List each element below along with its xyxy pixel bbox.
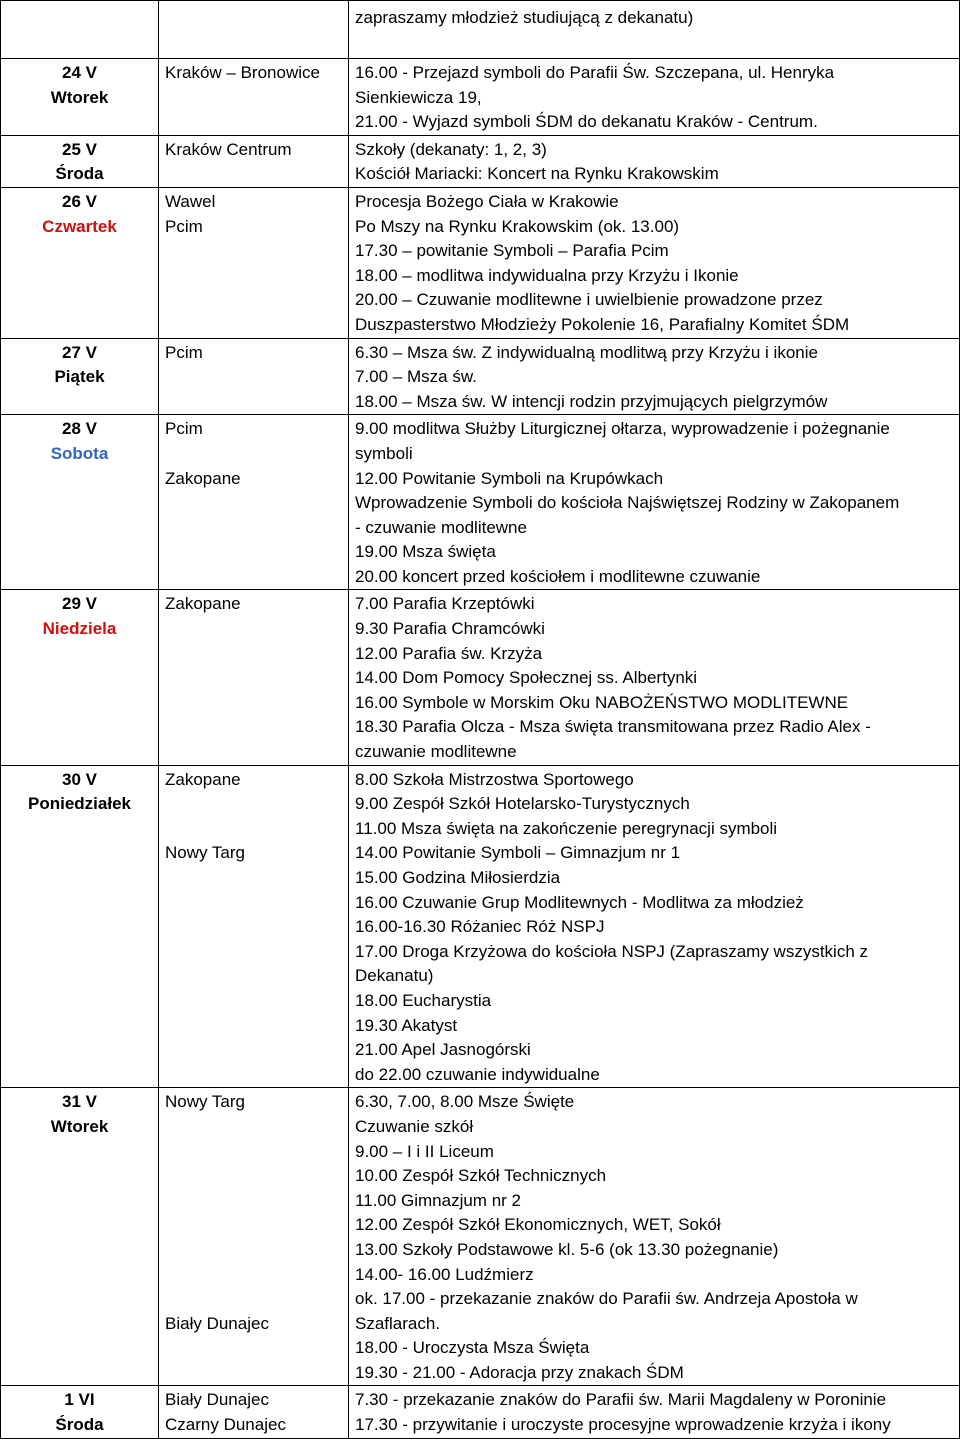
weekday-label: Środa — [55, 164, 104, 184]
place-name: Zakopane — [165, 594, 241, 614]
place-name: Zakopane — [165, 769, 241, 789]
event-line: 21.00 Apel Jasnogórski — [355, 1040, 531, 1060]
place-cell — [159, 135, 349, 187]
event-line: Procesja Bożego Ciała w Krakowie — [355, 191, 619, 211]
event-line: Wprowadzenie Symboli do kościoła Najświętszej Rodziny w Zakopanem — [355, 493, 900, 513]
event-line: 9.30 Parafia Chramcówki — [355, 619, 545, 639]
empty-place-cell — [159, 1, 349, 59]
date-cell — [1, 59, 159, 136]
place-cell — [159, 415, 349, 590]
event-line: 16.00 Symbole w Morskim Oku NABOŻEŃSTWO MODLITEWNE — [355, 692, 849, 712]
place-spacer — [165, 1238, 348, 1263]
event-line: 19.30 - 21.00 - Adoracja przy znakach ŚDM — [355, 1362, 684, 1382]
place-cell — [159, 338, 349, 415]
event-line: 19.30 Akatyst — [355, 1015, 458, 1035]
place-name: Nowy Targ — [165, 1092, 245, 1112]
event-line: 16.00 - Przejazd symboli do Parafii Św. Szczepana, ul. Henryka — [355, 63, 835, 82]
place-name: Biały Dunajec — [165, 1390, 269, 1410]
date-cell — [1, 590, 159, 765]
event-line: Po Mszy na Rynku Krakowskim (ok. 13.00) — [355, 216, 680, 236]
place-spacer — [165, 442, 348, 467]
date-cell — [1, 1386, 159, 1438]
event-line: 17.30 – powitanie Symboli – Parafia Pcim — [355, 241, 669, 261]
place-name: Pcim — [165, 216, 203, 236]
schedule-row — [1, 1088, 960, 1386]
event-line: 20.00 koncert przed kościołem i modlitewne czuwanie — [355, 566, 761, 586]
date-label: 29 V — [62, 594, 97, 614]
events-cell — [349, 765, 960, 1088]
event-line: 15.00 Godzina Miłosierdzia — [355, 868, 561, 887]
schedule-row — [1, 765, 960, 1088]
events-cell — [349, 415, 960, 590]
event-line: 17.30 - przywitanie i uroczyste procesyjne wprowadzenie krzyża i ikony — [355, 1415, 891, 1435]
place-name: Kraków Centrum — [165, 139, 292, 159]
date-label: 25 V — [62, 139, 97, 159]
schedule-row — [1, 59, 960, 136]
schedule-row — [1, 415, 960, 590]
events-cell — [349, 338, 960, 415]
top-note-text: zapraszamy młodzież studiującą z dekanatu) — [355, 8, 694, 27]
event-line: 21.00 - Wyjazd symboli ŚDM do dekanatu Kraków - Centrum. — [355, 112, 818, 132]
weekday-label: Czwartek — [42, 216, 117, 236]
event-line: ok. 17.00 - przekazanie znaków do Parafii św. Andrzeja Apostoła w — [355, 1289, 858, 1309]
schedule-row — [1, 338, 960, 415]
event-line: Szaflarach. — [355, 1313, 441, 1333]
event-line: 18.30 Parafia Olcza - Msza święta transmitowana przez Radio Alex - — [355, 717, 871, 737]
place-spacer — [165, 1189, 348, 1214]
weekday-label: Niedziela — [42, 619, 117, 639]
event-line: 11.00 Msza święta na zakończenie peregrynacji symboli — [355, 818, 778, 838]
event-line: 14.00- 16.00 Ludźmierz — [355, 1264, 534, 1284]
event-line: 11.00 Gimnazjum nr 2 — [355, 1190, 521, 1210]
weekday-label: Wtorek — [50, 1116, 109, 1136]
event-line: 19.00 Msza święta — [355, 542, 496, 562]
place-spacer — [165, 1115, 348, 1140]
event-line: 10.00 Zespół Szkół Technicznych — [355, 1166, 607, 1186]
event-line: 12.00 Zespół Szkół Ekonomicznych, WET, Sokół — [355, 1215, 721, 1235]
date-label: 1 VI — [64, 1390, 95, 1410]
event-line: Szkoły (dekanaty: 1, 2, 3) — [355, 139, 547, 159]
date-cell — [1, 187, 159, 338]
event-line: 9.00 modlitwa Służby Liturgicznej ołtarza, wyprowadzenie i pożegnanie — [355, 419, 890, 439]
event-line: 16.00 Czuwanie Grup Modlitewnych - Modlitwa za młodzież — [355, 892, 804, 912]
events-cell — [349, 1088, 960, 1386]
event-line: 9.00 Zespół Szkół Hotelarsko-Turystycznych — [355, 794, 690, 814]
event-line: do 22.00 czuwanie indywidualne — [355, 1064, 600, 1084]
date-label: 27 V — [62, 342, 97, 362]
event-line: 16.00-16.30 Różaniec Róż NSPJ — [355, 917, 605, 937]
schedule-row — [1, 590, 960, 765]
event-line: Kościół Mariacki: Koncert na Rynku Krakowskim — [355, 164, 719, 184]
date-label: 26 V — [62, 191, 97, 211]
place-name: Pcim — [165, 342, 203, 362]
event-line: Czuwanie szkół — [355, 1116, 474, 1136]
place-name: Zakopane — [165, 468, 241, 488]
place-cell — [159, 187, 349, 338]
event-line: czuwanie modlitewne — [355, 742, 517, 762]
date-cell — [1, 338, 159, 415]
place-cell — [159, 1386, 349, 1438]
top-note-cell — [349, 1, 960, 59]
weekday-label: Wtorek — [50, 87, 109, 107]
event-line: Duszpasterstwo Młodzieży Pokolenie 16, Parafialny Komitet ŚDM — [355, 314, 850, 334]
event-line: 14.00 Dom Pomocy Społecznej ss. Albertynki — [355, 668, 698, 688]
event-line: 6.30, 7.00, 8.00 Msze Święte — [355, 1092, 575, 1112]
empty-date-cell — [1, 1, 159, 59]
weekday-label: Piątek — [54, 367, 105, 387]
date-cell — [1, 1088, 159, 1386]
date-cell — [1, 765, 159, 1088]
event-line: 14.00 Powitanie Symboli – Gimnazjum nr 1 — [355, 843, 681, 863]
event-line: symboli — [355, 443, 413, 463]
event-line: 13.00 Szkoły Podstawowe kl. 5-6 (ok 13.30 pożegnanie) — [355, 1239, 779, 1259]
weekday-label: Środa — [55, 1415, 104, 1435]
place-spacer — [165, 1213, 348, 1238]
event-line: 7.00 – Msza św. — [355, 367, 477, 387]
events-cell — [349, 1386, 960, 1438]
event-line: 17.00 Droga Krzyżowa do kościoła NSPJ (Zapraszamy wszystkich z — [355, 941, 869, 961]
event-line: 7.00 Parafia Krzeptówki — [355, 594, 535, 614]
event-line: 7.30 - przekazanie znaków do Parafii św. Marii Magdaleny w Poroninie — [355, 1390, 887, 1410]
event-line: - czuwanie modlitewne — [355, 517, 527, 537]
schedule-row — [1, 135, 960, 187]
events-cell — [349, 187, 960, 338]
place-spacer — [165, 1287, 348, 1312]
event-line: 9.00 – I i II Liceum — [355, 1141, 494, 1161]
event-line: Dekanatu) — [355, 966, 434, 986]
event-line: Sienkiewicza 19, — [355, 87, 482, 107]
place-name: Kraków – Bronowice — [165, 63, 320, 82]
place-spacer — [165, 792, 348, 817]
events-cell — [349, 59, 960, 136]
place-name: Pcim — [165, 419, 203, 439]
place-cell — [159, 590, 349, 765]
place-spacer — [165, 817, 348, 842]
event-line: 18.00 Eucharystia — [355, 990, 492, 1010]
place-name: Nowy Targ — [165, 843, 245, 863]
top-note-row — [1, 1, 960, 59]
date-label: 31 V — [62, 1092, 97, 1112]
events-cell — [349, 135, 960, 187]
place-cell — [159, 59, 349, 136]
weekday-label: Poniedziałek — [28, 794, 131, 814]
event-line: 18.00 – modlitwa indywidualna przy Krzyżu i Ikonie — [355, 265, 739, 285]
place-spacer — [165, 1164, 348, 1189]
event-line: 12.00 Parafia św. Krzyża — [355, 643, 543, 663]
event-line: 18.00 – Msza św. W intencji rodzin przyjmujących pielgrzymów — [355, 391, 828, 411]
schedule-row — [1, 187, 960, 338]
date-cell — [1, 135, 159, 187]
date-label: 24 V — [62, 63, 97, 82]
place-cell — [159, 1088, 349, 1386]
place-spacer — [165, 1140, 348, 1165]
place-name: Biały Dunajec — [165, 1313, 269, 1333]
schedule-row — [1, 1386, 960, 1438]
weekday-label: Sobota — [50, 443, 109, 463]
place-spacer — [165, 1263, 348, 1288]
place-cell — [159, 765, 349, 1088]
date-cell — [1, 415, 159, 590]
date-label: 28 V — [62, 419, 97, 439]
event-line: 8.00 Szkoła Mistrzostwa Sportowego — [355, 769, 634, 789]
place-name: Wawel — [165, 191, 216, 211]
event-line: 18.00 - Uroczysta Msza Święta — [355, 1338, 590, 1358]
event-line: 6.30 – Msza św. Z indywidualną modlitwą przy Krzyżu i ikonie — [355, 342, 818, 362]
date-label: 30 V — [62, 769, 97, 789]
event-line: 20.00 – Czuwanie modlitewne i uwielbienie prowadzone przez — [355, 290, 823, 310]
events-cell — [349, 590, 960, 765]
event-line: 12.00 Powitanie Symboli na Krupówkach — [355, 468, 664, 488]
place-name: Czarny Dunajec — [165, 1415, 286, 1435]
